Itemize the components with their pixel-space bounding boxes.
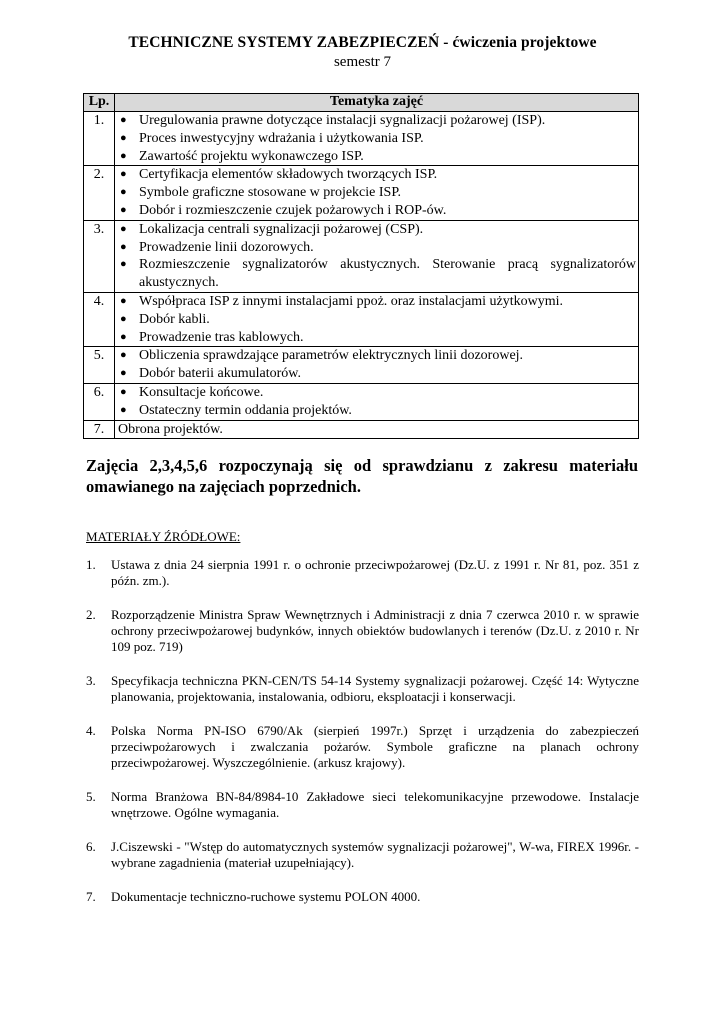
bullet-icon: ● bbox=[120, 240, 127, 253]
bullet-icon: ● bbox=[120, 131, 127, 144]
topic-list bbox=[115, 166, 638, 219]
row-topics bbox=[115, 420, 639, 439]
bullet-icon: ● bbox=[120, 222, 127, 235]
row-number bbox=[84, 166, 115, 220]
table-row bbox=[84, 383, 639, 420]
topic-item bbox=[115, 184, 638, 202]
source-text: Ustawa z dnia 24 sierpnia 1991 r. o ochronie przeciwpożarowej (Dz.U. z 1991 r. Nr 81, poz. 351 z późn. zm.). bbox=[111, 557, 639, 588]
bullet-icon: ● bbox=[120, 168, 127, 181]
source-text: Norma Branżowa BN-84/8984-10 Zakładowe sieci telekomunikacyjne przewodowe. Instalacje wnętrzowe. Ogólne wymagania. bbox=[111, 789, 639, 820]
row-topics bbox=[115, 112, 639, 166]
topic-item bbox=[115, 256, 638, 292]
row-number-label: 6. bbox=[93, 384, 105, 400]
row-number-label: 2. bbox=[93, 167, 105, 183]
bullet-icon: ● bbox=[120, 312, 127, 325]
topic-item bbox=[115, 148, 638, 166]
bullet-icon: ● bbox=[120, 203, 127, 216]
topic-list bbox=[115, 347, 638, 383]
row-number bbox=[84, 292, 115, 346]
row-topics bbox=[115, 220, 639, 292]
topic-item-text: Dobór baterii akumulatorów. bbox=[139, 366, 301, 382]
bullet-icon: ● bbox=[120, 367, 127, 380]
row-topics bbox=[115, 292, 639, 346]
table-row bbox=[84, 112, 639, 166]
source-item bbox=[86, 673, 639, 705]
topic-item bbox=[115, 365, 638, 383]
source-item bbox=[86, 789, 639, 821]
page-title: TECHNICZNE SYSTEMY ZABEZPIECZEŃ - ćwiczenia projektowe bbox=[128, 34, 597, 51]
topic-item-text: Prowadzenie linii dozorowych. bbox=[139, 239, 314, 255]
page-subtitle: semestr 7 bbox=[333, 54, 392, 70]
source-text: Rozporządzenie Ministra Spraw Wewnętrznych i Administracji z dnia 7 czerwca 2010 r. w sprawie ochrony przeciwpożarowej budynków, innych obiektów budowlanych i terenów (Dz.U. z 2010 r. Nr 109 poz. 719) bbox=[111, 607, 639, 654]
topic-item-text: Dobór i rozmieszczenie czujek pożarowych i ROP-ów. bbox=[139, 202, 447, 218]
topic-item-text: Konsultacje końcowe. bbox=[139, 384, 264, 400]
topic-list bbox=[115, 112, 638, 165]
row-topics bbox=[115, 347, 639, 384]
topic-item bbox=[115, 166, 638, 184]
column-header-lp: Lp. bbox=[84, 94, 115, 112]
row-number bbox=[84, 420, 115, 439]
row-number-label: 7. bbox=[93, 421, 105, 437]
topic-item bbox=[115, 130, 638, 148]
bullet-icon: ● bbox=[120, 186, 127, 199]
source-text: Polska Norma PN-ISO 6790/Ak (sierpień 1997r.) Sprzęt i urządzenia do zabezpieczeń przeciwpożarowych i zwalczania pożarów. Symbole graficzne na planach ochrony przeciwpożarowej. Wyszczególnienie. (arkusz krajowy). bbox=[111, 723, 639, 770]
topic-item bbox=[115, 202, 638, 220]
table-row bbox=[84, 220, 639, 292]
topic-item-text: Prowadzenie tras kablowych. bbox=[139, 329, 304, 345]
topic-list bbox=[115, 384, 638, 420]
notice-text bbox=[86, 455, 638, 497]
source-number: 2. bbox=[86, 607, 96, 622]
topic-item-text: Uregulowania prawne dotyczące instalacji sygnalizacji pożarowej (ISP). bbox=[139, 113, 546, 128]
source-number: 4. bbox=[86, 723, 96, 738]
topic-list bbox=[115, 293, 638, 346]
bullet-icon: ● bbox=[120, 349, 127, 362]
topic-item-text: Certyfikacja elementów składowych tworzących ISP. bbox=[139, 167, 438, 183]
topic-item bbox=[115, 384, 638, 402]
source-text: Dokumentacje techniczno-ruchowe systemu POLON 4000. bbox=[111, 889, 421, 904]
source-item bbox=[86, 557, 639, 589]
row-number bbox=[84, 347, 115, 384]
row-number bbox=[84, 112, 115, 166]
table-row bbox=[84, 347, 639, 384]
bullet-icon: ● bbox=[120, 258, 127, 271]
topic-item-text: Dobór kabli. bbox=[139, 311, 210, 327]
bullet-icon: ● bbox=[120, 403, 127, 416]
sources-heading: MATERIAŁY ŹRÓDŁOWE: bbox=[86, 529, 241, 544]
topic-item bbox=[115, 311, 638, 329]
row-number-label: 3. bbox=[93, 221, 105, 237]
topic-list bbox=[115, 221, 638, 292]
bullet-icon: ● bbox=[120, 294, 127, 307]
topic-item bbox=[115, 221, 638, 239]
row-number bbox=[84, 220, 115, 292]
row-number bbox=[84, 383, 115, 420]
source-text: Specyfikacja techniczna PKN-CEN/TS 54-14 Systemy sygnalizacji pożarowej. Część 14: Wytyczne planowania, projektowania, instalowania, odbioru, eksploatacji i konserwacji. bbox=[111, 673, 639, 704]
notice-line-2: omawianego na zajęciach poprzednich. bbox=[86, 477, 361, 496]
topic-item bbox=[115, 112, 638, 130]
table-row bbox=[84, 420, 639, 439]
topic-item bbox=[115, 239, 638, 257]
topic-item-text: Proces inwestycyjny wdrażania i użytkowania ISP. bbox=[139, 130, 424, 146]
topic-item-text: Ostateczny termin oddania projektów. bbox=[139, 402, 352, 418]
bullet-icon: ● bbox=[120, 149, 127, 162]
topic-item-text: Obliczenia sprawdzające parametrów elektrycznych linii dozorowej. bbox=[139, 348, 524, 364]
table-row bbox=[84, 166, 639, 220]
source-number: 6. bbox=[86, 839, 96, 854]
sources-list bbox=[86, 557, 639, 923]
bullet-icon: ● bbox=[120, 330, 127, 343]
bullet-icon: ● bbox=[120, 385, 127, 398]
source-item bbox=[86, 607, 639, 655]
topic-text: Obrona projektów. bbox=[118, 421, 223, 437]
table-header-row bbox=[84, 94, 639, 112]
row-number-label: 1. bbox=[93, 113, 105, 128]
topic-item-text: Lokalizacja centrali sygnalizacji pożarowej (CSP). bbox=[139, 221, 424, 237]
topic-item-text: Rozmieszczenie sygnalizatorów akustycznych. Sterowanie pracą sygnalizatorów akustycznych. bbox=[139, 257, 636, 291]
source-text: J.Ciszewski - "Wstęp do automatycznych systemów sygnalizacji pożarowej", W-wa, FIREX 1996r. - wybrane zagadnienia (materiał uzupełniający). bbox=[111, 839, 639, 870]
row-number-label: 4. bbox=[93, 293, 105, 309]
topic-item bbox=[115, 347, 638, 365]
notice-line-1: Zajęcia 2,3,4,5,6 rozpoczynają się od sprawdzianu z zakresu materiału bbox=[86, 456, 638, 475]
row-number-label: 5. bbox=[93, 348, 105, 364]
topic-item bbox=[115, 329, 638, 347]
column-header-topic: Tematyka zajęć bbox=[115, 94, 639, 112]
table-row bbox=[84, 292, 639, 346]
row-topics bbox=[115, 166, 639, 220]
source-number: 7. bbox=[86, 889, 96, 904]
source-number: 5. bbox=[86, 789, 96, 804]
source-number: 3. bbox=[86, 673, 96, 688]
source-item bbox=[86, 839, 639, 871]
topic-item bbox=[115, 402, 638, 420]
topic-item-text: Współpraca ISP z innymi instalacjami ppoż. oraz instalacjami użytkowymi. bbox=[139, 293, 564, 309]
source-number: 1. bbox=[86, 557, 96, 572]
source-item bbox=[86, 889, 639, 905]
topic-item-text: Zawartość projektu wykonawczego ISP. bbox=[139, 148, 364, 164]
topics-table bbox=[83, 93, 639, 439]
row-topics bbox=[115, 383, 639, 420]
topic-item-text: Symbole graficzne stosowane w projekcie ISP. bbox=[139, 185, 402, 201]
source-item bbox=[86, 723, 639, 771]
topic-item bbox=[115, 293, 638, 311]
bullet-icon: ● bbox=[120, 114, 127, 126]
